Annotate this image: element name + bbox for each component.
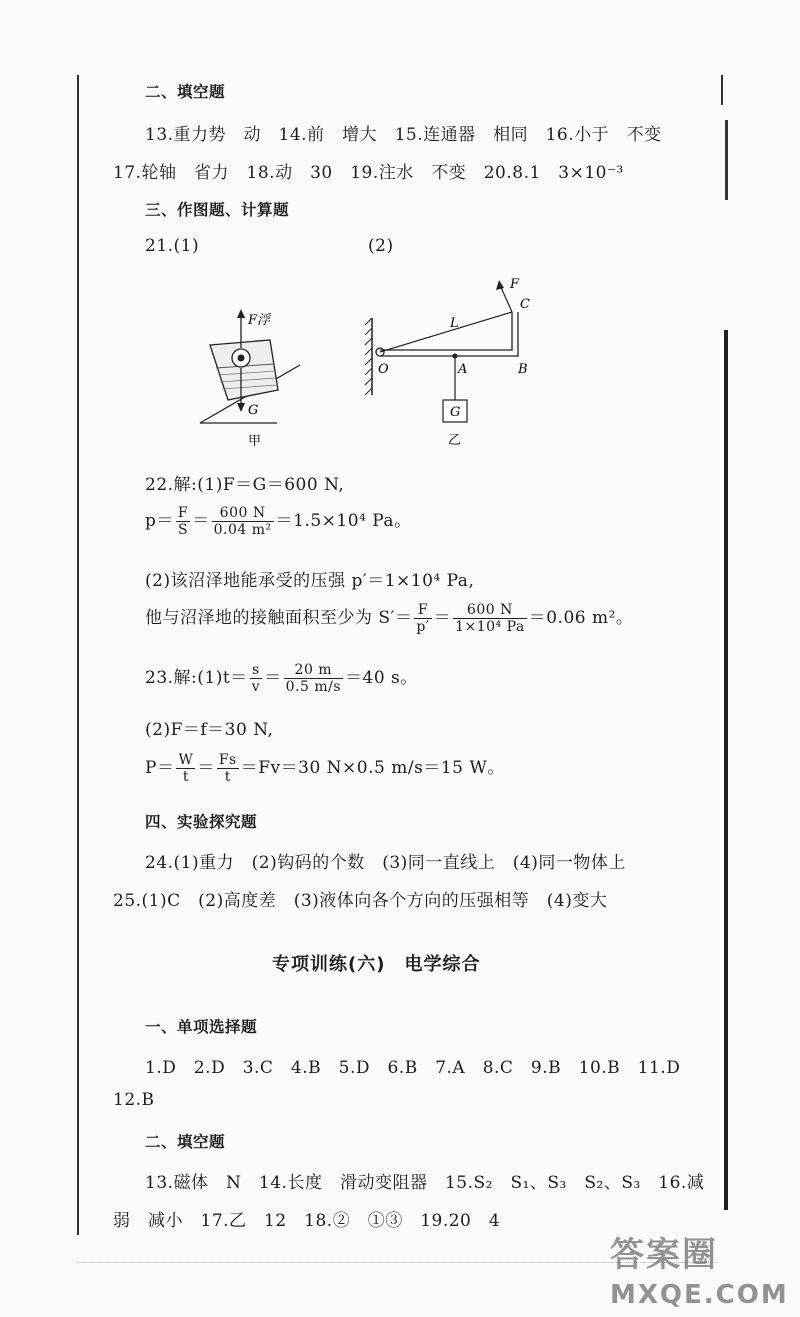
watermark-line: MXQE.COM <box>610 1280 789 1310</box>
figure-lever <box>360 270 540 450</box>
weight-g-label: G <box>450 405 461 420</box>
fraction: $\frac{s}{v}$ <box>251 662 261 696</box>
point-a-label: A <box>458 362 468 377</box>
question-label: (2) <box>368 236 394 256</box>
right-edge-mark-2 <box>725 120 728 200</box>
solution-line: (2)该沼泽地能承受的压强 p′＝1×10⁴ Pa, <box>145 571 475 591</box>
arm-l-label: L <box>450 316 459 331</box>
answer-line: 17.轮轴 省力 18.动 30 19.注水 不变 20.8.1 3×10⁻³ <box>113 163 624 183</box>
fraction: $\frac{600 N}{\text{1×10⁴ Pa}}$ <box>455 602 525 636</box>
answer-line: 13.磁体 N 14.长度 滑动变阻器 15.S₂ S₁、S₃ S₂、S₃ 16.减 <box>145 1173 705 1193</box>
fraction: $\frac{Fs}{t}$ <box>218 752 237 786</box>
force-gravity-label: G <box>248 403 259 418</box>
figure-floating-block <box>190 300 310 450</box>
force-f-label: F <box>510 277 520 292</box>
figure-caption: 乙 <box>448 433 462 448</box>
section-heading-choice: 一、单项选择题 <box>145 1018 258 1036</box>
solution-line: 22.解:(1)F＝G＝600 N, <box>145 475 345 495</box>
left-margin-line <box>77 75 79 1235</box>
solution-formula: p＝ $\frac{F}{S}$ ＝ $\frac{600 N}{\text{0.04 m²}}$ ＝1.5×10⁴ Pa。 <box>145 505 412 539</box>
solution-formula: P＝ $\frac{W}{t}$ ＝ $\frac{Fs}{t}$ ＝Fv＝30 N×0.5 m/s＝15 W。 <box>145 752 505 786</box>
right-edge-mark-1 <box>721 75 723 105</box>
figure-caption: 甲 <box>248 434 262 449</box>
fraction: $\frac{600 N}{\text{0.04 m²}}$ <box>213 505 272 539</box>
watermark <box>610 1235 790 1310</box>
solution-formula: 他与沼泽地的接触面积至少为 S′＝ $\frac{F}{p'}$ ＝ $\frac{600 N}{\text{1×10⁴ Pa}}$ ＝0.06 m²。 <box>145 602 634 636</box>
page-title: 专项训练(六) 电学综合 <box>272 954 481 975</box>
fraction: $\frac{20 m}{0.5 m/s}$ <box>285 662 342 696</box>
answer-line: 1.D 2.D 3.C 4.B 5.D 6.B 7.A 8.C 9.B 10.B 11.D <box>145 1058 681 1078</box>
point-c-label: C <box>520 297 530 312</box>
fraction: $\frac{F}{p'}$ <box>416 602 430 636</box>
fraction: $\frac{W}{t}$ <box>178 752 194 786</box>
section-heading-fill: 二、填空题 <box>145 1133 226 1151</box>
answer-line: 弱 减小 17.乙 12 18.② ①③ 19.20 4 <box>113 1211 501 1231</box>
right-edge-mark-3 <box>724 330 728 1210</box>
watermark-text <box>610 1235 790 1315</box>
answer-line: 24.(1)重力 (2)钩码的个数 (3)同一直线上 (4)同一物体上 <box>145 853 626 873</box>
section-heading-fill: 二、填空题 <box>145 83 226 101</box>
force-buoyancy-label: F浮 <box>248 313 271 328</box>
fraction: $\frac{F}{S}$ <box>177 505 189 539</box>
watermark-line: 答案圈 <box>610 1235 718 1275</box>
section-heading-experiment: 四、实验探究题 <box>145 813 258 831</box>
solution-line: (2)F＝f＝30 N, <box>145 720 274 740</box>
answer-line: 25.(1)C (2)高度差 (3)液体向各个方向的压强相等 (4)变大 <box>113 891 608 911</box>
section-heading-draw-calc: 三、作图题、计算题 <box>145 201 290 219</box>
point-o-label: O <box>378 362 389 377</box>
point-b-label: B <box>518 362 528 377</box>
solution-formula: 23.解:(1)t＝ $\frac{s}{v}$ ＝ $\frac{20 m}{0.5 m/s}$ ＝40 s。 <box>145 662 418 696</box>
answer-line: 12.B <box>113 1090 155 1110</box>
question-label: 21.(1) <box>145 236 200 256</box>
answer-line: 13.重力势 动 14.前 增大 15.连通器 相同 16.小于 不变 <box>145 125 662 145</box>
